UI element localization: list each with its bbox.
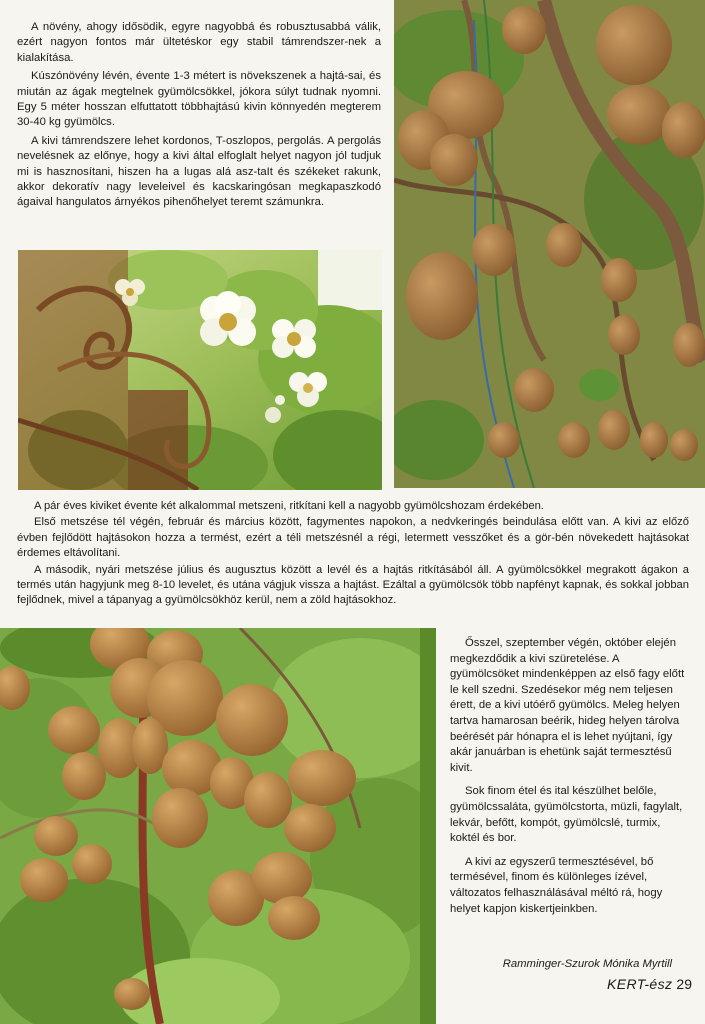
intro-paragraph: Kúszónövény lévén, évente 1-3 métert is növekszenek a hajtá-sai, és miután az ágak megtelnek gyümölcsökkel, jókora súlyt tudnak nyomni. Egy 5 méter hosszan elfuttatott többhajtású kivin könnyedén megterem 30-40 kg gyümölcs. <box>17 70 381 129</box>
pruning-paragraph: A második, nyári metszése július és augusztus között a levél és a hajtás ritkításából áll. A gyümölcsökkel megrakott ágakon a termés után hagyjunk meg 8-10 levelet, és utána vágjuk vissza a hajtást. Ezáltal a gyümölcsök több napfényt kapnak, és sokkal jobban fejlődnek, mivel a tápanyag a gyümölcsökhöz kerül, nem a zöld hajtásokhoz. <box>17 563 689 607</box>
page-number: 29 <box>676 976 692 992</box>
pruning-paragraph: Első metszése tél végén, február és március között, fagymentes napokon, a nedvkeringés beindulása előtt van. A kivi az előző évben fejlődött hajtásokon hozza a termést, ezért a téli metszésnél a régi, letermett vesszőket és a gör-bén növekedett hajtásokat érdemes eltávolítani. <box>17 516 689 560</box>
pruning-text <box>17 499 689 610</box>
harvest-paragraph: A kivi az egyszerű termesztésével, bő termésével, finom és különleges ízével, változatos felhasználásával méltó rá, hogy helyet kapjon kiskertjeinkben. <box>450 855 663 915</box>
harvest-paragraph: Ősszel, szeptember végén, október elején megkezdődik a kivi szüretelése. A gyümölcsöket mindenképpen az első fagy előtt le kell szedni. Szedésekor még nem teljesen érett, de a kivi utóérő gyümölcs. Meleg helyen tartva hamarosan beérik, hideg helyen tárolva beérését pár hónapra el is lehet nyújtani, így akár januárban is ehetünk saját termesztésű kivit. <box>450 637 685 774</box>
page-footer <box>588 976 692 992</box>
harvest-paragraph: Sok finom étel és ital készülhet belőle, gyümölcssaláta, gyümölcstorta, müzli, fagylalt, lekvár, befőtt, kompót, gyümölcslé, turmix, koktél és bor. <box>450 785 683 845</box>
intro-paragraph: A kivi támrendszere lehet kordonos, T-oszlopos, pergolás. A pergolás nevelésnek az előnye, hogy a kivi által elfoglalt helyet nagyon jól tudjuk mi is hasznosítani, hiszen ha a lugas alá asz-taIt és székeket rakunk, akkor dekoratív nagy leveleivel és kacskaringósan megkapaszkodó ágaival hangulatos árnyékos pihenőhelyet teremt számunkra. <box>17 134 381 209</box>
kiwi-flowers-photo <box>18 250 382 490</box>
magazine-name: KERT-ész <box>606 976 673 992</box>
intro-text-column <box>17 20 381 214</box>
harvest-text-column <box>450 636 688 925</box>
intro-paragraph: A növény, ahogy idősödik, egyre nagyobbá és robusztusabbá válik, ezért nagyon fontos már ültetéskor egy stabil támrendszer-nek a kialakítása. <box>17 21 381 64</box>
author-byline: Ramminger-Szurok Mónika Myrtill <box>502 958 672 970</box>
kiwi-fruit-photo <box>0 628 436 1024</box>
kiwi-vine-photo <box>394 0 705 488</box>
pruning-paragraph: A pár éves kiviket évente két alkalommal metszeni, ritkítani kell a nagyobb gyümölcshozam érdekében. <box>34 500 544 512</box>
